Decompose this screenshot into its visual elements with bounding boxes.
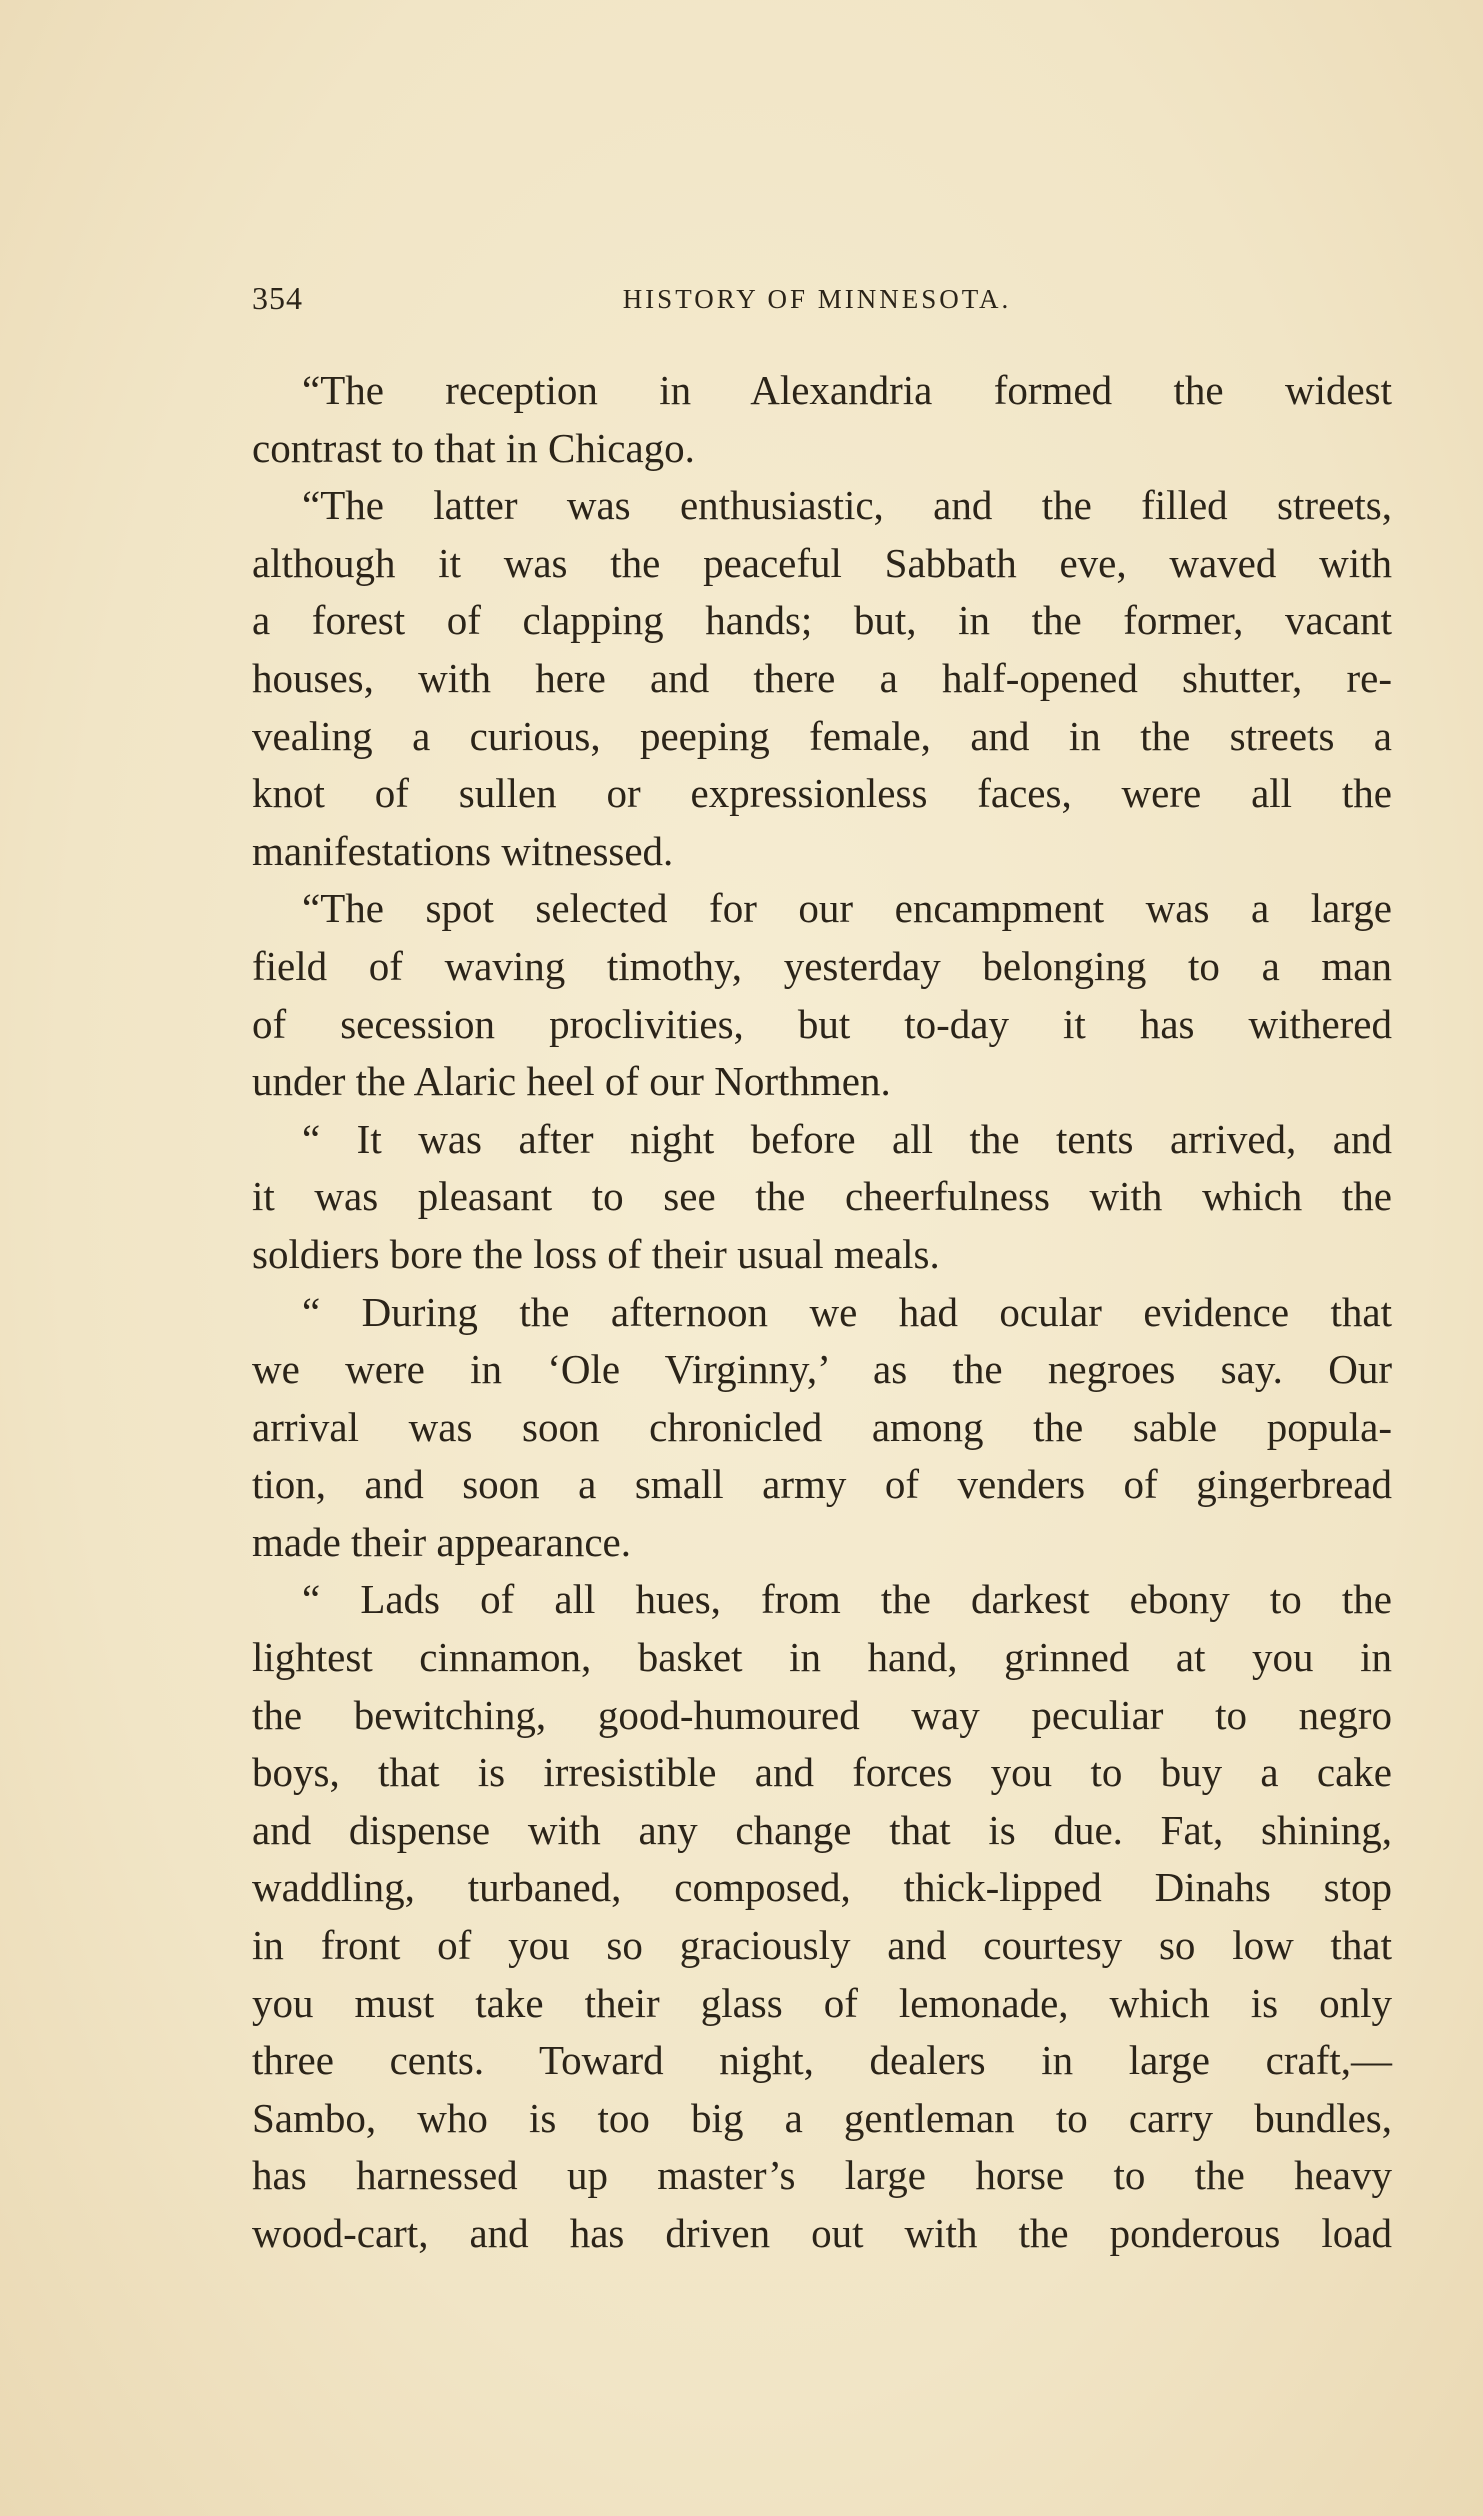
text-line: “ During the afternoon we had ocular evidence that [302, 1288, 1392, 1335]
body-text [252, 362, 1392, 2263]
text-line: contrast to that in Chicago. [252, 424, 695, 471]
text-line: although it was the peaceful Sabbath eve, waved with [252, 539, 1392, 586]
text-line: knot of sullen or expressionless faces, were all the [252, 770, 1392, 817]
text-line: it was pleasant to see the cheerfulness with which the [252, 1173, 1392, 1220]
text-line: the bewitching, good-humoured way peculiar to negro [252, 1691, 1392, 1738]
text-line: boys, that is irresistible and forces you to buy a cake [252, 1749, 1392, 1796]
text-line: in front of you so graciously and courtesy so low that [252, 1922, 1392, 1969]
running-title: HISTORY OF MINNESOTA. [622, 284, 1012, 314]
text-line: “The spot selected for our encampment was a large [302, 885, 1392, 932]
text-line: vealing a curious, peeping female, and in the streets a [252, 712, 1392, 759]
paragraph [252, 1111, 1392, 1284]
text-line: manifestations witnessed. [252, 827, 674, 874]
paragraph [252, 1571, 1392, 2262]
running-head [252, 280, 1382, 320]
text-line: Sambo, who is too big a gentleman to carry bundles, [252, 2094, 1392, 2141]
text-line: a forest of clapping hands; but, in the former, vacant [252, 597, 1392, 644]
paragraph [252, 880, 1392, 1110]
text-line: waddling, turbaned, composed, thick-lipped Dinahs stop [252, 1864, 1392, 1911]
text-line: and dispense with any change that is due. Fat, shining, [252, 1806, 1392, 1853]
text-line: “The latter was enthusiastic, and the filled streets, [302, 482, 1392, 529]
text-line: you must take their glass of lemonade, which is only [252, 1979, 1392, 2026]
text-line: made their appearance. [252, 1518, 632, 1565]
text-line: tion, and soon a small army of venders of gingerbread [252, 1461, 1392, 1508]
text-line: “ Lads of all hues, from the darkest ebony to the [302, 1576, 1392, 1623]
text-line: under the Alaric heel of our Northmen. [252, 1058, 891, 1105]
text-line: soldiers bore the loss of their usual meals. [252, 1230, 940, 1277]
page-number: 354 [252, 280, 303, 316]
paragraph [252, 362, 1392, 477]
text-line: houses, with here and there a half-opened shutter, re- [252, 654, 1392, 701]
text-line: “ It was after night before all the tents arrived, and [302, 1115, 1392, 1162]
text-line: three cents. Toward night, dealers in large craft,— [252, 2037, 1392, 2084]
text-line: has harnessed up master’s large horse to the heavy [252, 2152, 1392, 2199]
paragraph [252, 1284, 1392, 1572]
text-line: of secession proclivities, but to-day it has withered [252, 1000, 1392, 1047]
paragraph [252, 477, 1392, 880]
text-line: field of waving timothy, yesterday belonging to a man [252, 942, 1392, 989]
text-line: wood-cart, and has driven out with the ponderous load [252, 2210, 1392, 2256]
text-line: arrival was soon chronicled among the sable popula- [252, 1403, 1392, 1450]
text-line: “The reception in Alexandria formed the widest [302, 367, 1392, 413]
text-line: lightest cinnamon, basket in hand, grinned at you in [252, 1634, 1392, 1681]
text-line: we were in ‘Ole Virginny,’ as the negroes say. Our [252, 1346, 1392, 1393]
